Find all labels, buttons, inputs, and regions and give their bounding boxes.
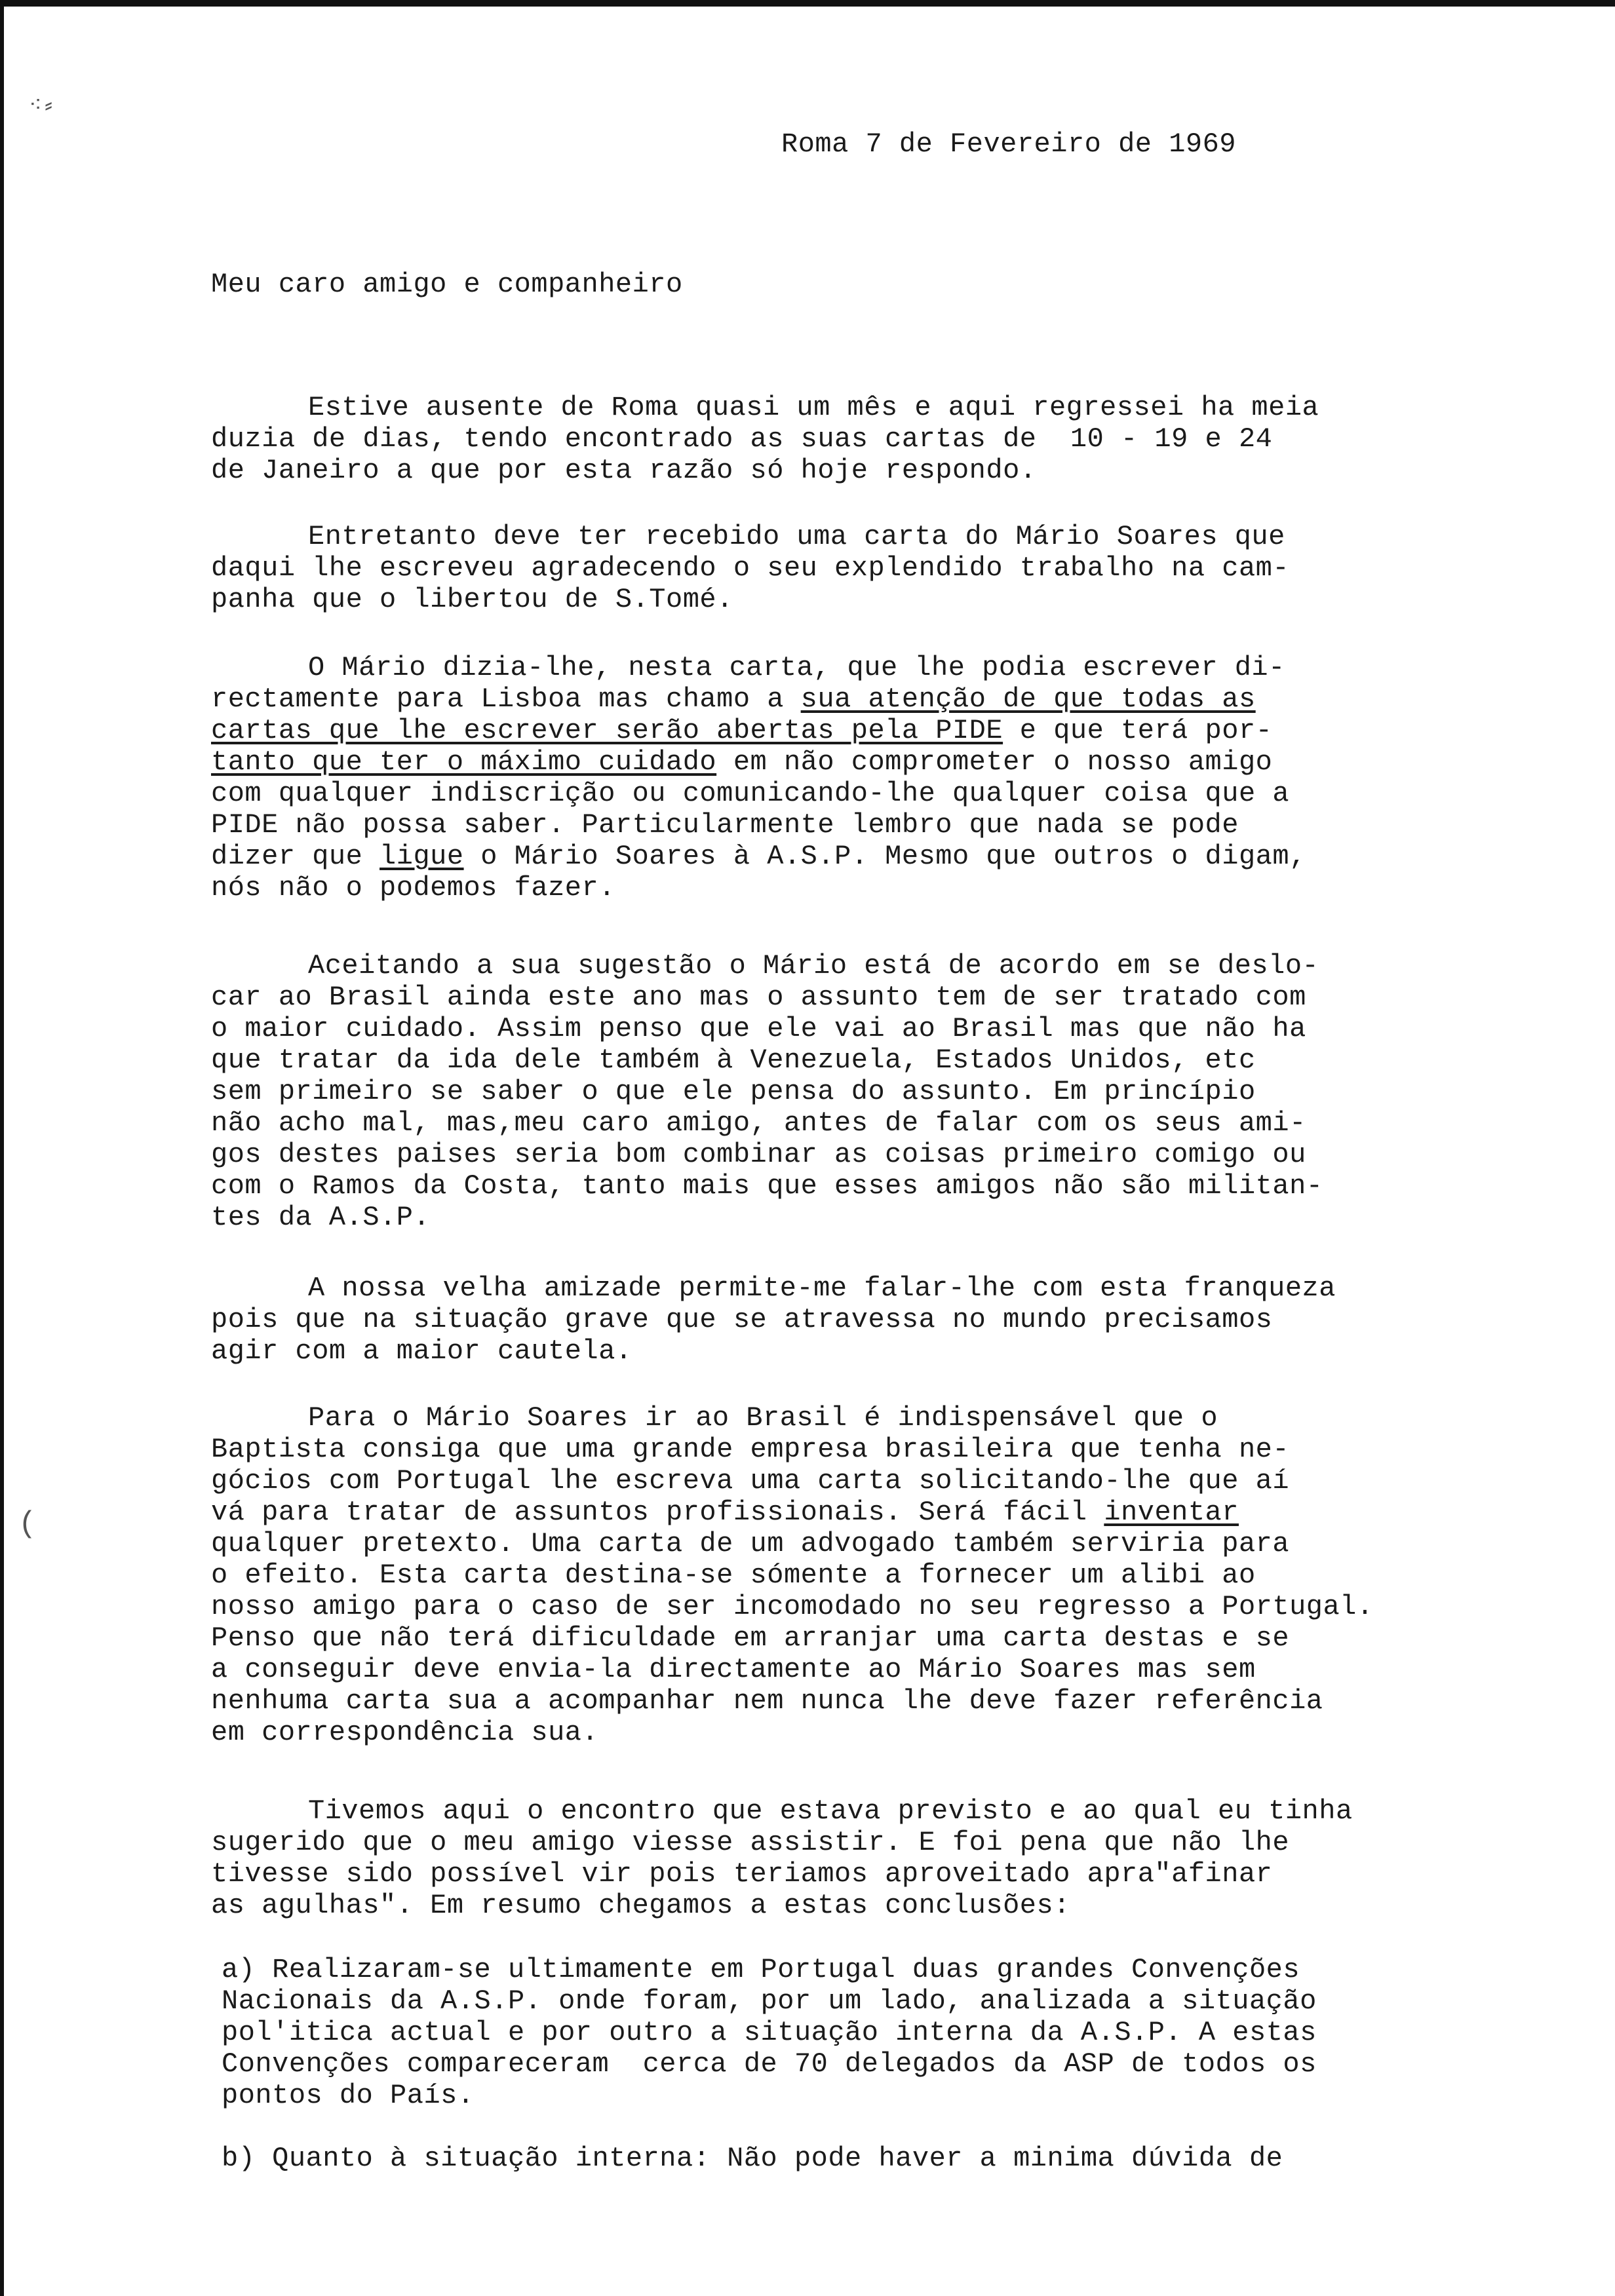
text-run: a conseguir deve envia-la directamente ao Mário Soares mas sem [211,1654,1256,1685]
text-line [211,1559,1256,1591]
text-run: O Mário dizia-lhe, nesta carta, que lhe podia escrever di- [308,652,1285,683]
scan-border-left [0,0,4,2296]
text-run: que tratar da ida dele também à Venezuela, Estados Unidos, etc [211,1044,1256,1076]
text-line [211,584,733,615]
text-line [222,2048,1317,2080]
text-run: e que terá por- [1003,715,1273,746]
text-line [211,1685,1323,1717]
ink-mark: ( [18,1507,37,1541]
text-line [211,715,1272,746]
text-line [211,1890,1070,1921]
text-run: agir com a maior cautela. [211,1335,632,1367]
text-run: PIDE não possa saber. Particularmente lembro que nada se pode [211,809,1239,841]
text-line [211,1202,430,1233]
text-run: com o Ramos da Costa, tanto mais que esses amigos não são militan- [211,1170,1323,1202]
text-run: tes da A.S.P. [211,1202,431,1233]
text-line [222,2080,475,2111]
text-line [308,652,1285,683]
text-run: nosso amigo para o caso de ser incomodado no seu regresso a Portugal. [211,1591,1374,1622]
text-run: car ao Brasil ainda este ano mas o assunto tem de ser tratado com [211,982,1306,1013]
text-line [211,841,1306,872]
text-run: Entretanto deve ter recebido uma carta do Mário Soares que [308,521,1285,552]
text-line [211,1622,1289,1654]
text-run: a) Realizaram-se ultimamente em Portugal duas grandes Convenções [222,1954,1300,1985]
text-run: sugerido que o meu amigo viesse assistir. E foi pena que não lhe [211,1827,1290,1858]
text-run: duzia de dias, tendo encontrado as suas cartas de 10 - 19 e 24 [211,423,1273,455]
text-run: Tivemos aqui o encontro que estava previsto e ao qual eu tinha [308,1795,1353,1827]
salutation: Meu caro amigo e companheiro [211,269,683,300]
text-line [211,455,1037,486]
text-line [211,1139,1306,1170]
text-run: não acho mal, mas,meu caro amigo, antes de falar com os seus ami- [211,1107,1306,1139]
text-run: Convenções compareceram cerca de 70 delegados da ASP de todos os [222,2048,1317,2080]
text-line [308,521,1285,552]
text-line [211,1858,1272,1890]
text-line [211,1528,1289,1559]
text-line [211,778,1289,809]
underlined-text: inventar [1104,1497,1239,1528]
text-line [222,2017,1317,2048]
text-run: Baptista consiga que uma grande empresa brasileira que tenha ne- [211,1434,1290,1465]
text-run: Nacionais da A.S.P. onde foram, por um lado, analizada a situação [222,1985,1317,2017]
text-line [222,2143,1283,2174]
text-line [211,423,1272,455]
text-line [211,1170,1323,1202]
text-run: em não comprometer o nosso amigo [716,746,1273,778]
text-line [222,1954,1300,1985]
text-line [222,1985,1317,2017]
underlined-text: cartas que lhe escrever serão abertas pela PIDE [211,715,1003,746]
text-line [211,982,1306,1013]
text-line [308,392,1319,423]
text-line [211,1497,1239,1528]
text-run: as agulhas". Em resumo chegamos a estas conclusões: [211,1890,1070,1921]
text-line [211,1434,1289,1465]
text-run: pois que na situação grave que se atravessa no mundo precisamos [211,1304,1273,1335]
text-line [211,1591,1374,1622]
ink-speck: ⁖⸗ [29,94,56,119]
text-run: com qualquer indiscrição ou comunicando-lhe qualquer coisa que a [211,778,1290,809]
text-run: rectamente para Lisboa mas chamo a [211,683,801,715]
text-run: vá para tratar de assuntos profissionais. Será fácil [211,1497,1104,1528]
text-run: nenhuma carta sua a acompanhar nem nunca lhe deve fazer referência [211,1685,1323,1717]
text-line [211,1044,1256,1076]
underlined-text: ligue [379,841,464,872]
text-run: Estive ausente de Roma quasi um mês e aqui regressei ha meia [308,392,1319,423]
text-run: o efeito. Esta carta destina-se sómente a fornecer um alibi ao [211,1559,1256,1591]
text-run: A nossa velha amizade permite-me falar-lhe com esta franqueza [308,1272,1336,1304]
text-run: o maior cuidado. Assim penso que ele vai ao Brasil mas que não ha [211,1013,1306,1044]
text-line [211,1076,1256,1107]
text-line [211,1013,1306,1044]
text-line [308,1795,1353,1827]
text-line [211,1717,598,1748]
text-run: qualquer pretexto. Uma carta de um advogado também serviria para [211,1528,1290,1559]
text-line [211,1465,1289,1497]
text-run: em correspondência sua. [211,1717,599,1748]
text-line [211,1304,1272,1335]
underlined-text: sua atenção de que todas as [800,683,1256,715]
text-line [211,552,1289,584]
text-run: Para o Mário Soares ir ao Brasil é indispensável que o [308,1402,1218,1434]
text-run: sem primeiro se saber o que ele pensa do assunto. Em princípio [211,1076,1256,1107]
text-line [211,1107,1306,1139]
text-line [211,872,615,904]
text-line [308,1272,1336,1304]
text-run: gos destes paises seria bom combinar as coisas primeiro comigo ou [211,1139,1306,1170]
text-line [308,950,1319,982]
text-run: o Mário Soares à A.S.P. Mesmo que outros o digam, [463,841,1306,872]
text-line [211,1827,1289,1858]
text-line [211,683,1256,715]
underlined-text: tanto que ter o máximo cuidado [211,746,717,778]
text-run: panha que o libertou de S.Tomé. [211,584,733,615]
letter-date: Roma 7 de Fevereiro de 1969 [781,128,1237,160]
text-run: gócios com Portugal lhe escreva uma carta solicitando-lhe que aí [211,1465,1290,1497]
text-line [308,1402,1218,1434]
text-run: pontos do País. [222,2080,475,2111]
scan-border-top [0,0,1615,7]
text-run: dizer que [211,841,380,872]
text-run: tivesse sido possível vir pois teriamos aproveitado apra"afinar [211,1858,1273,1890]
text-line [211,746,1272,778]
text-line [211,809,1239,841]
text-line [211,1654,1256,1685]
text-run: b) Quanto à situação interna: Não pode haver a minima dúvida de [222,2143,1283,2174]
text-run: de Janeiro a que por esta razão só hoje respondo. [211,455,1037,486]
text-run: nós não o podemos fazer. [211,872,615,904]
text-run: daqui lhe escreveu agradecendo o seu explendido trabalho na cam- [211,552,1290,584]
text-line [211,1335,632,1367]
text-run: pol'itica actual e por outro a situação interna da A.S.P. A estas [222,2017,1317,2048]
text-run: Penso que não terá dificuldade em arranjar uma carta destas e se [211,1622,1290,1654]
text-run: Aceitando a sua sugestão o Mário está de acordo em se deslo- [308,950,1319,982]
